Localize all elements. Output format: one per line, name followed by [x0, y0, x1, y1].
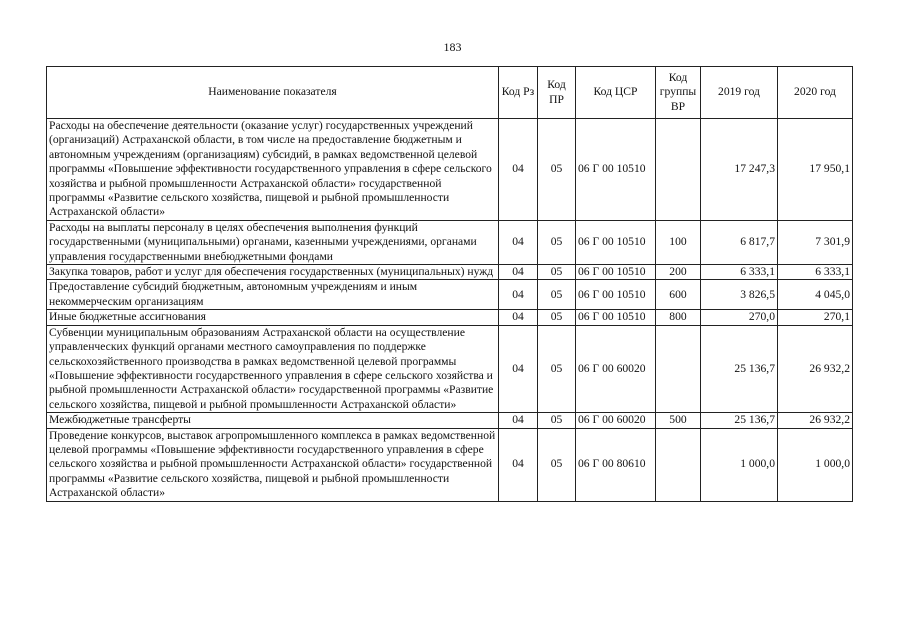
cell-vr	[656, 428, 701, 501]
cell-vr	[656, 325, 701, 412]
header-pr: Код ПР	[538, 67, 576, 119]
header-2019: 2019 год	[701, 67, 778, 119]
cell-vr: 100	[656, 220, 701, 264]
cell-vr	[656, 119, 701, 221]
cell-vr: 800	[656, 310, 701, 325]
page-number: 183	[443, 40, 462, 54]
table-row	[47, 413, 853, 428]
cell-csr: 06 Г 00 60020	[576, 325, 656, 412]
cell-2019: 1 000,0	[701, 428, 778, 501]
cell-vr: 500	[656, 413, 701, 428]
table-row	[47, 310, 853, 325]
cell-csr: 06 Г 00 10510	[576, 280, 656, 310]
cell-csr: 06 Г 00 10510	[576, 220, 656, 264]
cell-name: Предоставление субсидий бюджетным, автономным учреждениям и иным некоммерческим организациям	[47, 280, 499, 310]
cell-2019: 17 247,3	[701, 119, 778, 221]
cell-pr: 05	[538, 265, 576, 280]
cell-pr: 05	[538, 413, 576, 428]
cell-2020: 26 932,2	[778, 413, 853, 428]
table-row	[47, 428, 853, 501]
cell-name: Субвенции муниципальным образованиям Астраханской области на осуществление управленческих функций органами местного самоуправления по поддержке сельскохозяйственного производства в рамках ведомственной целевой программы «Повышение эффективности государственного управления в сфере сельского хозяйства и рыбной промышленности Астраханской области» государственной программы «Развитие сельского хозяйства, пищевой и рыбной промышленности Астраханской области»	[47, 325, 499, 412]
cell-rz: 04	[499, 119, 538, 221]
cell-rz: 04	[499, 280, 538, 310]
cell-name: Расходы на обеспечение деятельности (оказание услуг) государственных учреждений (организаций) Астраханской области, в том числе на предоставление бюджетным и автономным учреждениям (организациям) субсидий, в рамках ведомственной целевой программы «Повышение эффективности государственного управления в сфере сельского хозяйства и рыбной промышленности Астраханской области» государственной программы «Развитие сельского хозяйства, пищевой и рыбной промышленности Астраханской области»	[47, 119, 499, 221]
table-row	[47, 280, 853, 310]
cell-pr: 05	[538, 428, 576, 501]
cell-2019: 3 826,5	[701, 280, 778, 310]
table-header	[47, 67, 853, 119]
cell-pr: 05	[538, 280, 576, 310]
table-row	[47, 220, 853, 264]
budget-table	[46, 66, 853, 502]
cell-2019: 25 136,7	[701, 413, 778, 428]
cell-vr: 600	[656, 280, 701, 310]
cell-name: Межбюджетные трансферты	[47, 413, 499, 428]
cell-2019: 270,0	[701, 310, 778, 325]
cell-pr: 05	[538, 220, 576, 264]
cell-csr: 06 Г 00 80610	[576, 428, 656, 501]
cell-pr: 05	[538, 119, 576, 221]
table-row	[47, 265, 853, 280]
header-name: Наименование показателя	[47, 67, 499, 119]
cell-2020: 4 045,0	[778, 280, 853, 310]
cell-name: Иные бюджетные ассигнования	[47, 310, 499, 325]
cell-pr: 05	[538, 310, 576, 325]
cell-rz: 04	[499, 220, 538, 264]
cell-vr: 200	[656, 265, 701, 280]
table-row	[47, 325, 853, 412]
cell-pr: 05	[538, 325, 576, 412]
cell-2019: 25 136,7	[701, 325, 778, 412]
cell-name: Расходы на выплаты персоналу в целях обеспечения выполнения функций государственными (муниципальными) органами, казенными учреждениями, органами управления государственными внебюджетными фондами	[47, 220, 499, 264]
cell-csr: 06 Г 00 10510	[576, 265, 656, 280]
cell-rz: 04	[499, 413, 538, 428]
cell-name: Проведение конкурсов, выставок агропромышленного комплекса в рамках ведомственной целевой программы «Повышение эффективности государственного управления в сфере сельского хозяйства и рыбной промышленности Астраханской области» государственной программы «Развитие сельского хозяйства, пищевой и рыбной промышленности Астраханской области»	[47, 428, 499, 501]
cell-2019: 6 333,1	[701, 265, 778, 280]
table-row	[47, 119, 853, 221]
header-2020: 2020 год	[778, 67, 853, 119]
header-csr: Код ЦСР	[576, 67, 656, 119]
cell-csr: 06 Г 00 60020	[576, 413, 656, 428]
header-row	[47, 67, 853, 119]
cell-csr: 06 Г 00 10510	[576, 119, 656, 221]
cell-rz: 04	[499, 265, 538, 280]
cell-2020: 6 333,1	[778, 265, 853, 280]
cell-2020: 7 301,9	[778, 220, 853, 264]
cell-2020: 270,1	[778, 310, 853, 325]
cell-2020: 1 000,0	[778, 428, 853, 501]
header-vr: Код группы ВР	[656, 67, 701, 119]
cell-2020: 26 932,2	[778, 325, 853, 412]
header-rz: Код Рз	[499, 67, 538, 119]
cell-name: Закупка товаров, работ и услуг для обеспечения государственных (муниципальных) нужд	[47, 265, 499, 280]
cell-2020: 17 950,1	[778, 119, 853, 221]
cell-2019: 6 817,7	[701, 220, 778, 264]
cell-rz: 04	[499, 325, 538, 412]
table-body	[47, 119, 853, 502]
cell-rz: 04	[499, 310, 538, 325]
cell-csr: 06 Г 00 10510	[576, 310, 656, 325]
cell-rz: 04	[499, 428, 538, 501]
